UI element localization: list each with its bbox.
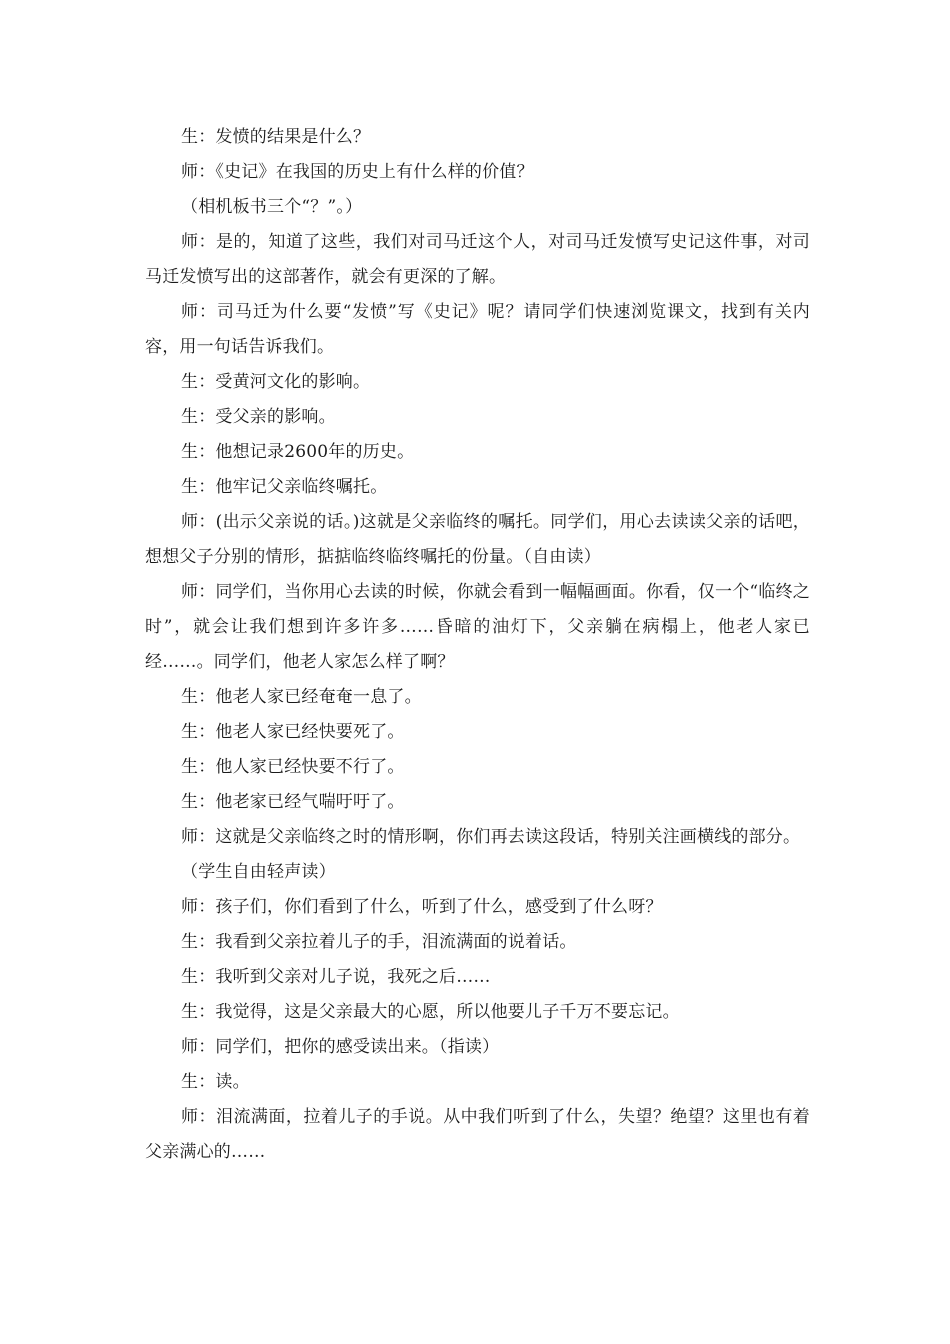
paragraph: 生：他牢记父亲临终嘱托。 (181, 477, 388, 497)
paragraph: 生：他人家已经快要不行了。 (181, 757, 405, 777)
paragraph: 生：他老人家已经奄奄一息了。 (181, 687, 422, 707)
paragraph: 生：我觉得，这是父亲最大的心愿，所以他要儿子千万不要忘记。 (181, 1002, 680, 1022)
paragraph: 生：他想记录2600年的历史。 (181, 442, 415, 462)
paragraph: 生：他老家已经气喘吁吁了。 (181, 792, 405, 812)
paragraph: 师：同学们，当你用心去读的时候，你就会看到一幅幅画面。你看，仅一个“临终之时”，就会让我们想到许多许多……昏暗的油灯下，父亲躺在病榻上，他老人家已经……。同学们，他老人家怎么样了啊？ (145, 582, 810, 672)
paragraph: 生：受父亲的影响。 (181, 407, 336, 427)
paragraph: 生：我看到父亲拉着儿子的手，泪流满面的说着话。 (181, 932, 577, 952)
paragraph: 生：我听到父亲对儿子说，我死之后…… (181, 967, 491, 987)
document-body (145, 120, 810, 1170)
paragraph: 师：这就是父亲临终之时的情形啊，你们再去读这段话，特别关注画横线的部分。 (181, 827, 801, 847)
paragraph: （相机板书三个“？”。） (181, 197, 363, 217)
paragraph: 生：受黄河文化的影响。 (181, 372, 371, 392)
paragraph: 师：(出示父亲说的话。)这就是父亲临终的嘱托。同学们，用心去读读父亲的话吧，想想父子分别的情形，掂掂临终临终嘱托的份量。（自由读） (145, 512, 810, 567)
paragraph: 师：是的，知道了这些，我们对司马迁这个人，对司马迁发愤写史记这件事，对司马迁发愤写出的这部著作，就会有更深的了解。 (145, 232, 810, 287)
paragraph: 生：读。 (181, 1072, 250, 1092)
paragraph: 师：泪流满面，拉着儿子的手说。从中我们听到了什么，失望？绝望？这里也有着父亲满心的…… (145, 1107, 810, 1162)
paragraph: 师：同学们，把你的感受读出来。（指读） (181, 1037, 500, 1057)
paragraph: 生：他老人家已经快要死了。 (181, 722, 405, 742)
paragraph: 师：孩子们，你们看到了什么，听到了什么，感受到了什么呀？ (181, 897, 663, 917)
paragraph: （学生自由轻声读） (181, 862, 336, 882)
paragraph: 生：发愤的结果是什么？ (181, 127, 371, 147)
paragraph: 师：《史记》在我国的历史上有什么样的价值？ (181, 162, 534, 182)
paragraph: 师：司马迁为什么要“发愤”写《史记》呢？请同学们快速浏览课文，找到有关内容，用一句话告诉我们。 (145, 302, 810, 357)
